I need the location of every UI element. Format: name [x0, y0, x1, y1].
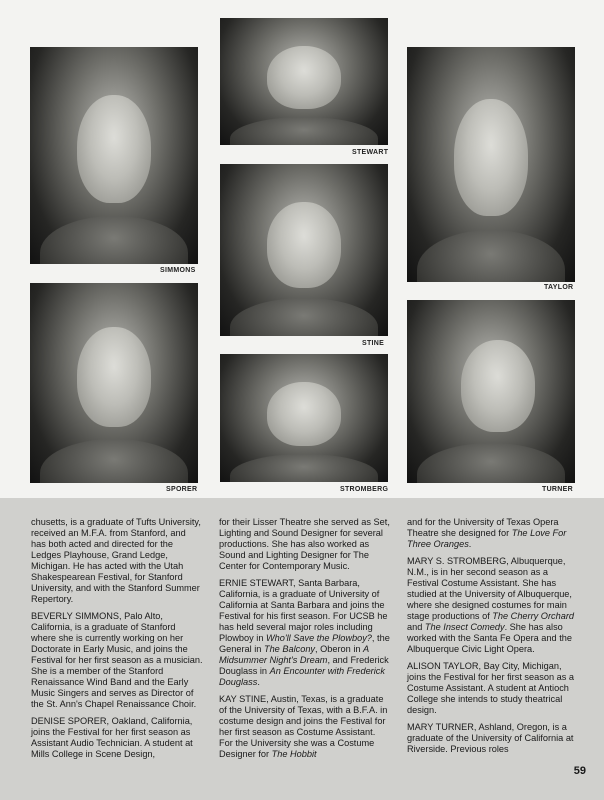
bio-text: KAY STINE, Austin, Texas, is a graduate of the University of Texas, with a B.F.A. in costume design and joins the Festival for her first season as Costume Assistant. For the University she was a Costume Designer for: [219, 694, 388, 759]
caption-stine: STINE: [362, 340, 385, 347]
caption-sporer: SPORER: [166, 486, 198, 493]
bio-paragraph: DENISE SPORER, Oakland, California, joins the Festival for her first season as Assistant Audio Technician. A student at Mills College in Scene Design,: [31, 716, 193, 759]
bio-paragraph: for their Lisser Theatre she served as Set, Lighting and Sound Designer for several productions. She has also worked as Sound and Lighting Designer for The Center for Contemporary Music.: [219, 517, 390, 571]
bio-paragraph: chusetts, is a graduate of Tufts University, received an M.F.A. from Stanford, and has both acted and directed for the Ledges Playhouse, Grand Ledge, Michigan. He has acted with the Utah Shakespearean Festival, for Stanford University, and with the Stanford Summer Repertory.: [31, 517, 201, 604]
photo-sporer: [30, 283, 198, 483]
portrait-face: [267, 202, 341, 288]
caption-taylor: TAYLOR: [544, 284, 574, 291]
bio-paragraph: [219, 578, 391, 688]
bio-text: and for the University of Texas Opera Theatre she designed for: [407, 517, 559, 538]
column-3: [407, 517, 577, 761]
portrait-shoulders: [230, 298, 378, 336]
bio-title: The Insect Comedy: [424, 622, 505, 632]
bio-paragraph: [407, 517, 577, 550]
column-2: [219, 517, 391, 766]
bio-text: , and Frederick Douglass in: [219, 655, 389, 676]
photo-simmons: [30, 47, 198, 264]
bio-text: , the General in: [219, 633, 390, 654]
caption-stromberg: STROMBERG: [340, 486, 389, 493]
portrait-shoulders: [230, 117, 378, 145]
portrait-face: [77, 327, 151, 427]
photo-turner: [407, 300, 575, 483]
portrait-face: [77, 95, 151, 204]
portrait-face: [454, 99, 528, 217]
bio-title: A Midsummer Night's Dream: [219, 644, 369, 665]
bio-title: The Balcony: [263, 644, 316, 654]
photo-taylor: [407, 47, 575, 282]
bio-title: The Love For Three Oranges: [407, 528, 567, 549]
portrait-shoulders: [40, 439, 188, 483]
bio-text: . She has also worked with the Santa Fe Opera and the Albuquerque Civic Light Opera.: [407, 622, 572, 654]
bio-text: , Oberon in: [315, 644, 364, 654]
photo-stromberg: [220, 354, 388, 482]
bio-paragraph: BEVERLY SIMMONS, Palo Alto, California, is a graduate of Stanford where she is currently working on her Doctorate in Early Music, and joins the Festival for her first season as a musician. She is a member of the Stanford Renaissance Wind Band and the Early Music Singers and serves as Director of the St. Ann's Chapel Renaissance Choir.: [31, 611, 203, 709]
bio-text: .: [468, 539, 472, 549]
portrait-shoulders: [230, 454, 378, 482]
portrait-face: [267, 46, 341, 110]
column-1: [31, 517, 203, 766]
caption-stewart: STEWART: [352, 149, 389, 156]
caption-turner: TURNER: [542, 486, 573, 493]
bio-paragraph: [219, 694, 391, 760]
bio-title: Who'll Save the Plowboy?: [265, 633, 372, 643]
photo-stewart: [220, 18, 388, 145]
photo-stine: [220, 164, 388, 336]
bio-title: An Encounter with Frederick Douglass: [219, 666, 385, 687]
portrait-face: [267, 382, 341, 446]
portrait-shoulders: [417, 230, 565, 282]
bio-title: The Hobbit: [271, 749, 317, 759]
bio-paragraph: ALISON TAYLOR, Bay City, Michigan, joins the Festival for her first season as a Costume Assistant. A student at Antioch College she intends to study theatrical design.: [407, 661, 574, 715]
portrait-shoulders: [417, 443, 565, 483]
bio-paragraph: [407, 556, 577, 655]
bio-text: and: [407, 622, 425, 632]
bio-text: ERNIE STEWART, Santa Barbara, California, is a graduate of University of California at Santa Barbara and joins the Festival for his first season. For UCSB he has held several major roles including Plowboy in: [219, 578, 388, 643]
portrait-face: [461, 340, 535, 432]
bio-paragraph: MARY TURNER, Ashland, Oregon, is a graduate of the University of California at Riverside. Previous roles: [407, 722, 574, 754]
caption-simmons: SIMMONS: [160, 267, 196, 274]
portrait-shoulders: [40, 216, 188, 264]
bio-text: MARY S. STROMBERG, Albuquerque, N.M., is in her second season as a Festival Costume Assistant. She has studied at the University of Albuquerque, where she designed costumes for main stage productions of: [407, 556, 572, 621]
bio-title: The Cherry Orchard: [492, 611, 574, 621]
page-number: 59: [573, 765, 586, 777]
bio-text: .: [257, 677, 260, 687]
